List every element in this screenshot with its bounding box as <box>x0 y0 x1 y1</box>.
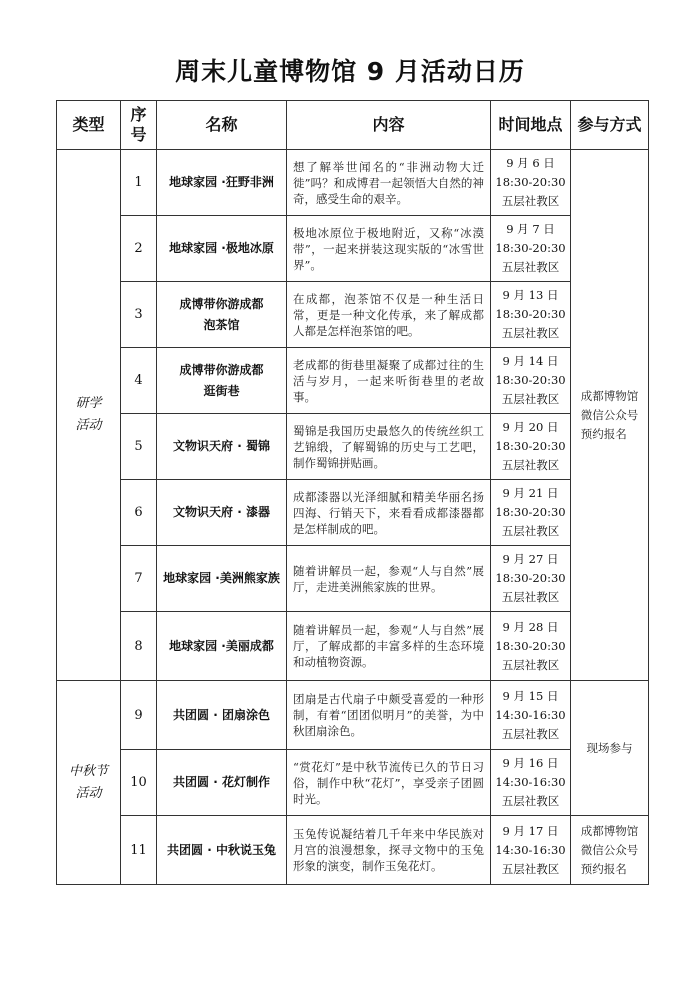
activity-place: 五层社教区 <box>501 794 560 808</box>
participation-line: 成都博物馆 <box>580 823 639 838</box>
activity-date: 9 月 17 日 <box>502 823 559 838</box>
activity-name <box>157 546 287 612</box>
activity-name <box>157 150 287 216</box>
activity-content: 成都漆器以光泽细腻和精美华丽名扬四海、行销天下，来看看成都漆器都是怎样制成的吧。 <box>287 480 491 546</box>
activity-name <box>157 816 287 885</box>
table-row <box>57 750 649 816</box>
activity-content: 极地冰原位于极地附近，又称“冰漠带”，一起来拼装这现实版的“冰雪世界”。 <box>287 216 491 282</box>
activity-place: 五层社教区 <box>501 392 560 406</box>
participation-wechat-cell <box>571 150 649 681</box>
activity-content: 团扇是古代扇子中颇受喜爱的一种形制，有着“团团似明月”的美誉，为中秋团扇涂色。 <box>287 681 491 750</box>
activity-time: 18:30-20:30 <box>495 241 566 255</box>
activity-place: 五层社教区 <box>501 590 560 604</box>
row-number: 4 <box>121 348 157 414</box>
activity-calendar-table <box>56 100 649 885</box>
activity-name-line: 地球家园 ·狂野非洲 <box>169 175 274 189</box>
activity-name <box>157 681 287 750</box>
row-number: 3 <box>121 282 157 348</box>
activity-date: 9 月 21 日 <box>502 486 559 500</box>
activity-name-line: 地球家园 ·极地冰原 <box>169 241 274 255</box>
activity-place: 五层社教区 <box>501 458 560 472</box>
row-number: 9 <box>121 681 157 750</box>
table-row <box>57 216 649 282</box>
header-name: 名称 <box>157 101 287 150</box>
activity-time-place <box>491 282 571 348</box>
participation-line: 微信公众号 <box>580 842 639 857</box>
activity-date: 9 月 20 日 <box>502 420 559 434</box>
activity-place: 五层社教区 <box>501 861 560 876</box>
participation-line: 微信公众号 <box>580 407 639 422</box>
row-number: 6 <box>121 480 157 546</box>
header-number: 序号 <box>121 101 157 150</box>
activity-content: 随着讲解员一起，参观“人与自然”展厅，走进美洲熊家族的世界。 <box>287 546 491 612</box>
participation-line: 预约报名 <box>580 861 627 876</box>
activity-date: 9 月 13 日 <box>502 288 559 302</box>
activity-name <box>157 480 287 546</box>
participation-wechat-cell <box>571 816 649 885</box>
activity-time-place <box>491 414 571 480</box>
activity-name <box>157 282 287 348</box>
activity-name-line: 逛街巷 <box>203 383 240 398</box>
activity-time: 14:30-16:30 <box>495 707 566 722</box>
activity-place: 五层社教区 <box>501 194 560 208</box>
activity-content: 随着讲解员一起，参观“人与自然”展厅，了解成都的丰富多样的生态环境和动植物资源。 <box>287 612 491 681</box>
activity-name-line: 文物识天府 · 漆器 <box>173 505 270 519</box>
activity-time-place <box>491 480 571 546</box>
activity-time-place <box>491 216 571 282</box>
group-research-cell <box>57 150 121 681</box>
activity-name-line: 成博带你游成都 <box>179 296 264 311</box>
activity-date: 9 月 6 日 <box>506 156 555 170</box>
header-participation: 参与方式 <box>571 101 649 150</box>
table-row <box>57 612 649 681</box>
activity-place: 五层社教区 <box>501 524 560 538</box>
activity-date: 9 月 28 日 <box>502 619 559 634</box>
activity-time: 14:30-16:30 <box>495 842 566 857</box>
activity-time: 18:30-20:30 <box>495 571 566 585</box>
header-time-place: 时间地点 <box>491 101 571 150</box>
row-number: 2 <box>121 216 157 282</box>
activity-content: 老成都的街巷里凝聚了成都过往的生活与岁月，一起来听街巷里的老故事。 <box>287 348 491 414</box>
activity-place: 五层社教区 <box>501 260 560 274</box>
header-row <box>57 101 649 150</box>
row-number: 11 <box>121 816 157 885</box>
activity-time-place <box>491 612 571 681</box>
activity-name-line: 文物识天府 · 蜀锦 <box>173 439 270 453</box>
activity-content: “赏花灯”是中秋节流传已久的节日习俗，制作中秋“花灯”，享受亲子团圆时光。 <box>287 750 491 816</box>
group-label: 研学 <box>75 396 102 411</box>
group-label: 中秋节 <box>68 763 108 779</box>
table-row <box>57 150 649 216</box>
activity-content: 想了解举世闻名的“非洲动物大迁徙”吗？和成博君一起领悟大自然的神奇，感受生命的艰辛。 <box>287 150 491 216</box>
activity-name-line: 成博带你游成都 <box>179 362 264 377</box>
activity-time-place <box>491 816 571 885</box>
activity-time-place <box>491 348 571 414</box>
activity-date: 9 月 14 日 <box>502 354 559 368</box>
header-content: 内容 <box>287 101 491 150</box>
activity-content: 玉兔传说凝结着几千年来中华民族对月宫的浪漫想象，探寻文物中的玉兔形象的演变，制作玉兔花灯。 <box>287 816 491 885</box>
activity-place: 五层社教区 <box>501 326 560 340</box>
activity-time: 14:30-16:30 <box>495 775 566 789</box>
row-number: 5 <box>121 414 157 480</box>
participation-onsite-cell <box>571 681 649 816</box>
participation-line: 预约报名 <box>580 426 627 441</box>
activity-name <box>157 414 287 480</box>
activity-name <box>157 612 287 681</box>
row-number: 10 <box>121 750 157 816</box>
activity-date: 9 月 15 日 <box>502 688 559 703</box>
activity-time: 18:30-20:30 <box>495 505 566 519</box>
activity-time: 18:30-20:30 <box>495 373 566 387</box>
activity-time-place <box>491 546 571 612</box>
activity-name-line: 泡茶馆 <box>203 317 240 332</box>
activity-name-line: 地球家园 ·美洲熊家族 <box>163 571 280 585</box>
group-label: 活动 <box>75 785 102 801</box>
table-row <box>57 480 649 546</box>
activity-name <box>157 216 287 282</box>
activity-time-place <box>491 681 571 750</box>
activity-name-line: 共团圆 · 中秋说玉兔 <box>167 842 276 857</box>
row-number: 1 <box>121 150 157 216</box>
page-title: 周末儿童博物馆 9 月活动日历 <box>175 57 525 86</box>
header-type: 类型 <box>57 101 121 150</box>
group-midautumn-cell <box>57 681 121 885</box>
row-number: 8 <box>121 612 157 681</box>
activity-time-place <box>491 750 571 816</box>
activity-date: 9 月 16 日 <box>502 756 559 770</box>
activity-time: 18:30-20:30 <box>495 175 566 189</box>
activity-date: 9 月 7 日 <box>506 222 555 236</box>
table-row <box>57 681 649 750</box>
table-row <box>57 282 649 348</box>
table-row <box>57 348 649 414</box>
activity-time: 18:30-20:30 <box>495 439 566 453</box>
table-row <box>57 546 649 612</box>
activity-time: 18:30-20:30 <box>495 638 566 653</box>
activity-time-place <box>491 150 571 216</box>
activity-name <box>157 348 287 414</box>
activity-date: 9 月 27 日 <box>502 552 559 566</box>
row-number: 7 <box>121 546 157 612</box>
group-label: 活动 <box>75 418 102 433</box>
activity-name-line: 共团圆 · 团扇涂色 <box>173 707 270 722</box>
participation-line: 现场参与 <box>586 740 633 755</box>
activity-content: 在成都，泡茶馆不仅是一种生活日常，更是一种文化传承，来了解成都人都是怎样泡茶馆的吧。 <box>287 282 491 348</box>
activity-place: 五层社教区 <box>501 726 560 741</box>
table-row <box>57 816 649 885</box>
activity-name-line: 共团圆 · 花灯制作 <box>173 775 270 789</box>
participation-line: 成都博物馆 <box>580 388 639 403</box>
activity-name <box>157 750 287 816</box>
activity-time: 18:30-20:30 <box>495 307 566 321</box>
activity-place: 五层社教区 <box>501 657 560 672</box>
table-row <box>57 414 649 480</box>
activity-content: 蜀锦是我国历史最悠久的传统丝织工艺锦缎，了解蜀锦的历史与工艺吧，制作蜀锦拼贴画。 <box>287 414 491 480</box>
activity-name-line: 地球家园 ·美丽成都 <box>169 638 274 653</box>
